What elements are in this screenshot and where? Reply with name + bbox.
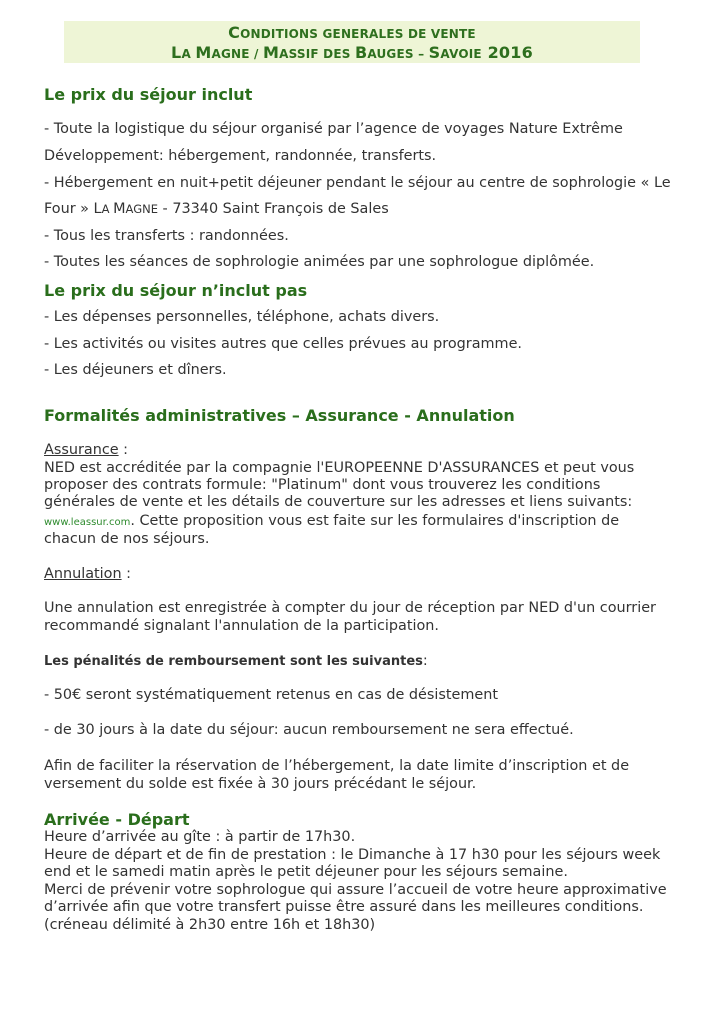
non-inclut-line-3: - Les déjeuners et dîners. bbox=[44, 362, 227, 378]
annulation-line-1: Une annulation est enregistrée à compter du jour de réception par NED d'un courrier bbox=[44, 600, 656, 616]
document-title: CONDITIONS GENERALES DE VENTE bbox=[228, 23, 476, 42]
inclut-line-3: - Hébergement en nuit+petit déjeuner pendant le séjour au centre de sophrologie « Le bbox=[44, 175, 671, 191]
leassur-link[interactable]: www.leassur.com bbox=[44, 517, 131, 528]
non-inclut-line-2: - Les activités ou visites autres que celles prévues au programme. bbox=[44, 336, 523, 352]
section-title-non-inclut: Le prix du séjour n’inclut pas bbox=[44, 281, 308, 300]
penalite-line-2: - de 30 jours à la date du séjour: aucun remboursement ne sera effectué. bbox=[44, 722, 574, 738]
penalites-heading: Les pénalités de remboursement sont les suivantes: bbox=[44, 653, 428, 669]
assurance-line-4: www.leassur.com. Cette proposition vous est faite sur les formulaires d'inscription de bbox=[44, 513, 620, 529]
penalite-line-1: - 50€ seront systématiquement retenus en cas de désistement bbox=[44, 687, 498, 703]
arrivee-line-1: Heure d’arrivée au gîte : à partir de 17h30. bbox=[44, 829, 356, 845]
document-subtitle: LA MAGNE / MASSIF DES BAUGES – SAVOIE 2016 bbox=[171, 43, 533, 62]
inclut-line-5: - Tous les transferts : randonnées. bbox=[44, 228, 289, 244]
section-title-arrivee: Arrivée - Départ bbox=[44, 810, 190, 829]
annulation-line-2: recommandé signalant l'annulation de la participation. bbox=[44, 618, 439, 634]
arrivee-line-5: d’arrivée afin que votre transfert puisse être assuré dans les meilleures conditions. bbox=[44, 899, 644, 915]
assurance-heading: Assurance : bbox=[44, 442, 129, 458]
inclut-line-6: - Toutes les séances de sophrologie animées par une sophrologue diplômée. bbox=[44, 254, 595, 270]
arrivee-line-3: end et le samedi matin après le petit déjeuner pour les séjours semaine. bbox=[44, 864, 568, 880]
arrivee-line-4: Merci de prévenir votre sophrologue qui assure l’accueil de votre heure approximative bbox=[44, 882, 667, 898]
assurance-line-2: proposer des contrats formule: "Platinum" dont vous trouverez les conditions bbox=[44, 477, 601, 493]
assurance-line-1: NED est accréditée par la compagnie l'EUROPEENNE D'ASSURANCES et peut vous bbox=[44, 460, 635, 476]
inclut-line-4: Four » LA MAGNE - 73340 Saint François de Sales bbox=[44, 201, 389, 217]
formalites-line-2: versement du solde est fixée à 30 jours précédant le séjour. bbox=[44, 776, 477, 792]
arrivee-line-2: Heure de départ et de fin de prestation : le Dimanche à 17 h30 pour les séjours week bbox=[44, 847, 661, 863]
arrivee-line-6: (créneau délimité à 2h30 entre 16h et 18h30) bbox=[44, 917, 376, 933]
annulation-heading: Annulation : bbox=[44, 566, 132, 582]
assurance-line-5: chacun de nos séjours. bbox=[44, 531, 210, 547]
section-title-formalites: Formalités administratives – Assurance - Annulation bbox=[44, 406, 515, 425]
formalites-line-1: Afin de faciliter la réservation de l’hébergement, la date limite d’inscription et de bbox=[44, 758, 630, 774]
inclut-line-1: - Toute la logistique du séjour organisé par l’agence de voyages Nature Extrême bbox=[44, 121, 623, 137]
inclut-line-2: Développement: hébergement, randonnée, transferts. bbox=[44, 148, 437, 164]
section-title-inclut: Le prix du séjour inclut bbox=[44, 85, 253, 104]
non-inclut-line-1: - Les dépenses personnelles, téléphone, achats divers. bbox=[44, 309, 440, 325]
assurance-line-3: générales de vente et les détails de couverture sur les adresses et liens suivants: bbox=[44, 494, 633, 510]
